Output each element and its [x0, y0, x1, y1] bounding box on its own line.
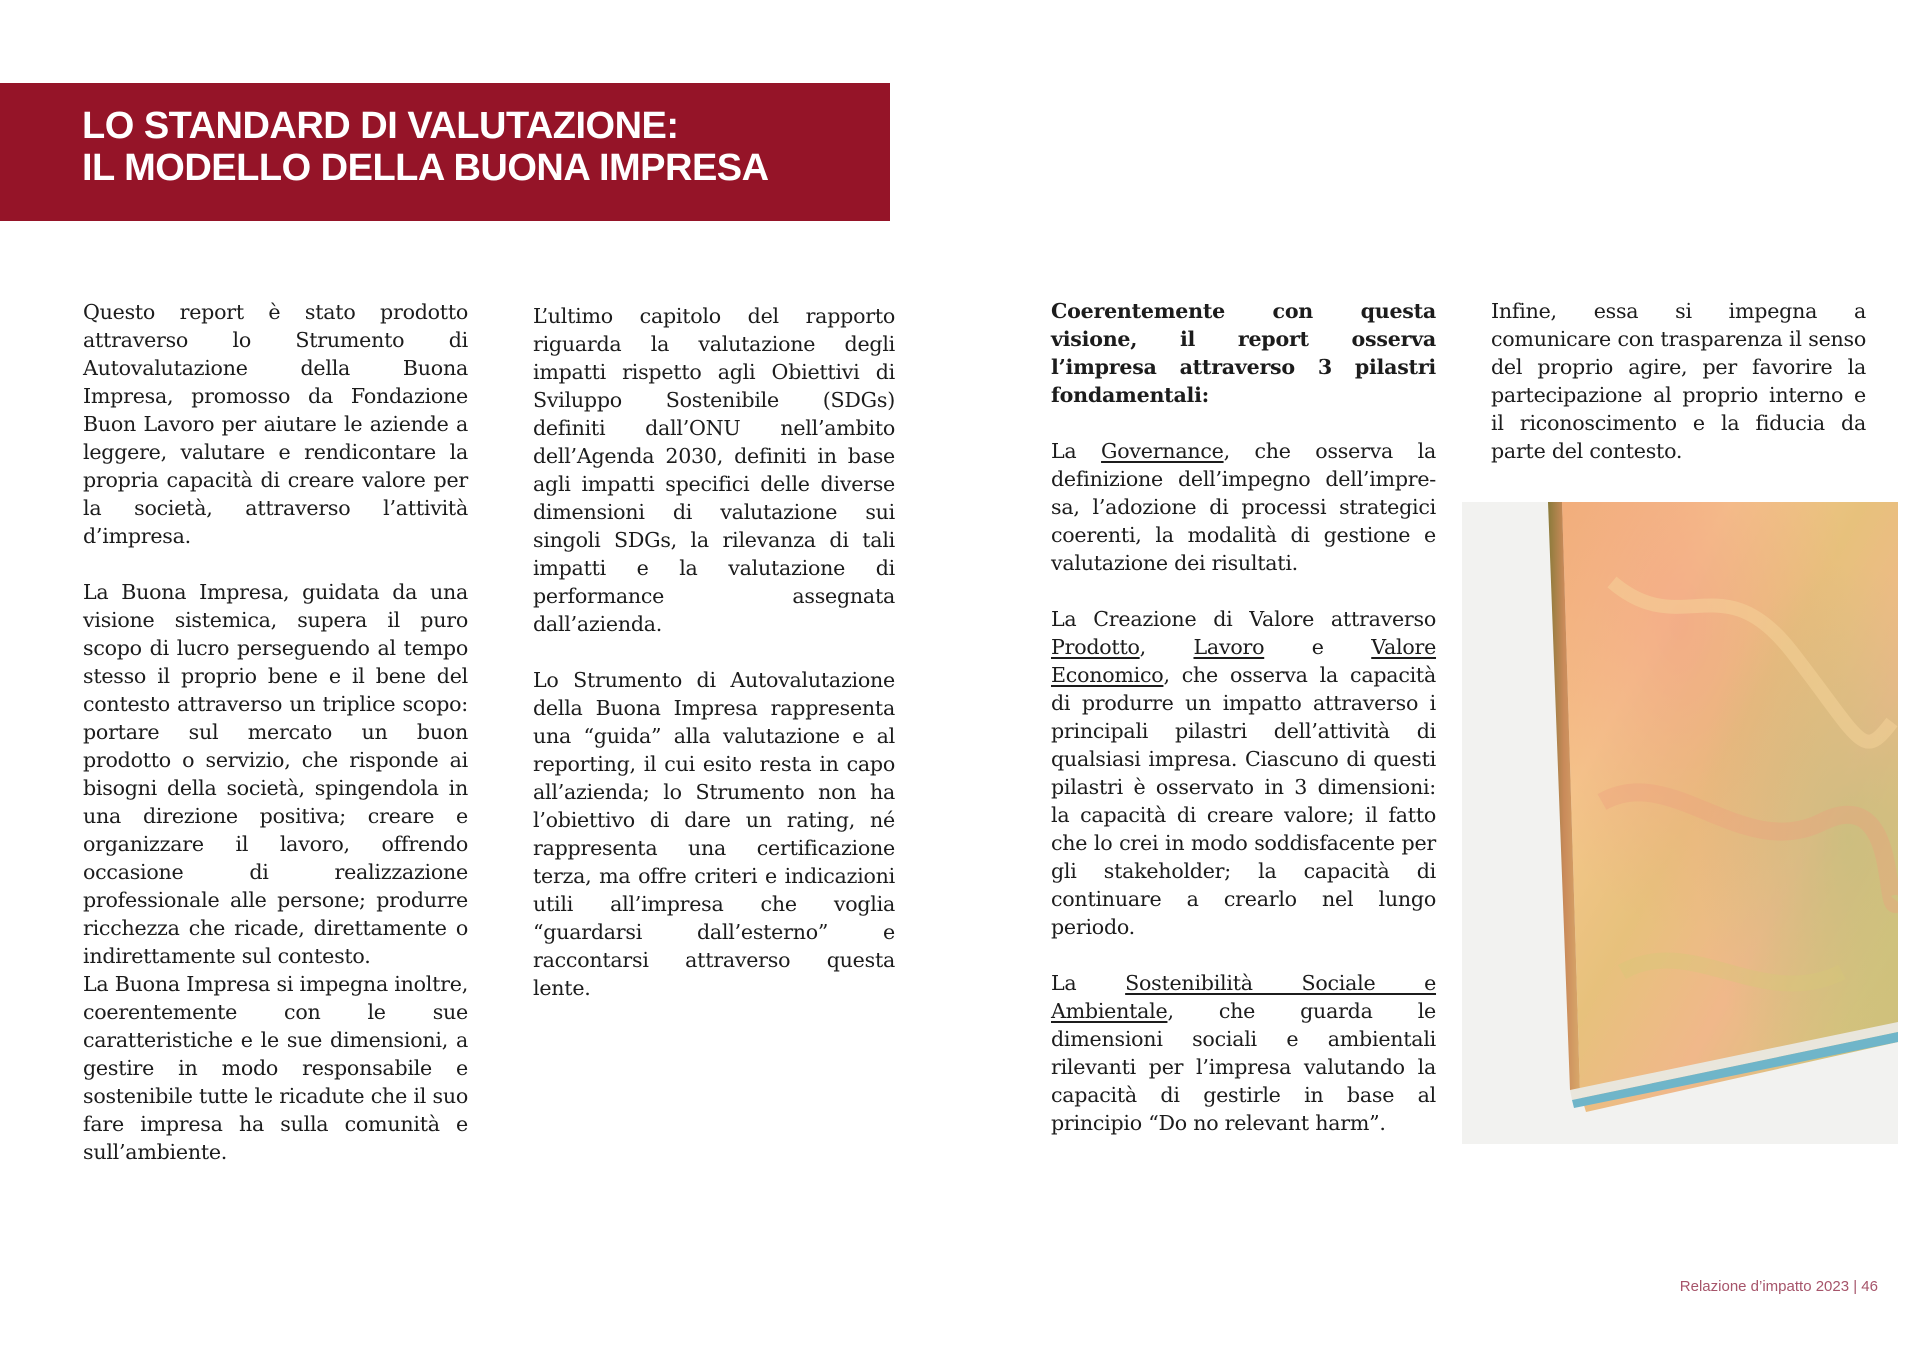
painting-illustration	[1462, 502, 1898, 1144]
column-4	[1491, 297, 1866, 493]
paragraph: La Buona Impresa si impegna inoltre, coerentemente con le sue caratteristiche e le sue dimensioni, a gestire in modo responsabile e sostenibile tutte le ricadute che il suo fare impresa ha sulla comunità e sull’ambiente.	[83, 972, 468, 1164]
title-line-2: IL MODELLO DELLA BUONA IMPRESA	[82, 147, 769, 189]
text-fragment: La	[1051, 971, 1126, 995]
text-fragment: La Creazione di Valore attraverso	[1051, 607, 1436, 631]
page-footer: Relazione d’impatto 2023 | 46	[1679, 1278, 1878, 1295]
title-band	[0, 83, 890, 221]
column-2	[533, 302, 895, 1030]
painting-photo	[1462, 502, 1898, 1144]
sustainability-term: Sostenibilità Sociale e Ambientale	[1051, 971, 1437, 1023]
paragraph: Lo Strumento di Autovalutazione della Buona Impresa rappresenta una “guida” alla valutazione e al reporting, il cui esito resta in capo all’azienda; lo Strumento non ha l’obiettivo di dare un rating, né rappresenta una certificazione terza, ma offre criteri e indicazioni utili all’impresa che voglia “guardarsi dall’esterno” e raccontarsi attraverso questa lente.	[533, 668, 895, 1000]
pillar-sustainability	[1051, 969, 1436, 1137]
text-fragment: , che osserva la capacità di produrre un impatto attraverso i principali pilastri dell’attività di qualsiasi impresa. Ciascuno di questi pilastri è osservato in 3 dimensioni: la capacità di creare valore; il fatto che lo crei in modo soddisfacente per gli stakeholder; la capacità di continuare a crearlo nel lungo periodo.	[1051, 663, 1436, 939]
text-fragment: , che guarda le dimensioni sociali e ambientali rilevanti per l’impresa valutando la capacità di gestirle in base al principio “Do no relevant harm”.	[1051, 999, 1436, 1135]
text-fragment: , che osserva la definizione dell’impegno dell’impre- sa, l’adozione di processi strategici coerenti, la modalità di gestione e valutazione dei risultati.	[1051, 439, 1436, 575]
prodotto-term: Prodotto	[1051, 635, 1140, 659]
lavoro-term: Lavoro	[1193, 635, 1265, 659]
text-fragment: La	[1051, 439, 1102, 463]
text-fragment: e	[1264, 635, 1372, 659]
page-title	[82, 105, 769, 189]
column-1	[83, 298, 468, 1194]
text-fragment: ,	[1139, 635, 1194, 659]
column-3	[1051, 297, 1436, 1165]
pillar-value-creation	[1051, 605, 1436, 941]
governance-term: Governance	[1101, 439, 1224, 463]
pillars-intro: Coerentemente con questa visione, il report osserva l’impresa attraverso 3 pilastri fondamentali:	[1051, 299, 1436, 407]
pillar-governance	[1051, 437, 1436, 577]
title-line-1: LO STANDARD DI VALUTAZIONE:	[82, 105, 679, 147]
paragraph: La Buona Impresa, guidata da una visione sistemica, supera il puro scopo di lucro perseguendo al tempo stesso il proprio bene e il bene del contesto attraverso un triplice scopo: portare sul mercato un buon prodotto o servizio, che risponde ai bisogni della società, spingendola in una direzione positiva; creare e organizzare il lavoro, offrendo occasione di realizzazione professionale alle persone; produrre ricchezza che ricade, direttamente o indirettamente sul contesto.	[83, 580, 468, 968]
paragraph: Infine, essa si impegna a comunicare con trasparenza il senso del proprio agire, per favorire la partecipazione al proprio interno e il riconoscimento e la fiducia da parte del contesto.	[1491, 299, 1866, 463]
valore-economico-term: Valore Economico	[1051, 635, 1437, 687]
paragraph: Questo report è stato prodotto attraverso lo Strumento di Autovalutazione della Buona Impresa, promosso da Fondazione Buon Lavoro per aiutare le aziende a leggere, valutare e rendicontare la propria capacità di creare valore per la società, attraverso l’attività d’impresa.	[83, 300, 468, 548]
paragraph: L’ultimo capitolo del rapporto riguarda la valutazione degli impatti rispetto agli Obiettivi di Sviluppo Sostenibile (SDGs) definiti dall’ONU nell’ambito dell’Agenda 2030, definiti in base agli impatti specifici delle diverse dimensioni di valutazione sui singoli SDGs, la rilevanza di tali impatti e la valutazione di performance assegnata dall’azienda.	[533, 304, 895, 636]
